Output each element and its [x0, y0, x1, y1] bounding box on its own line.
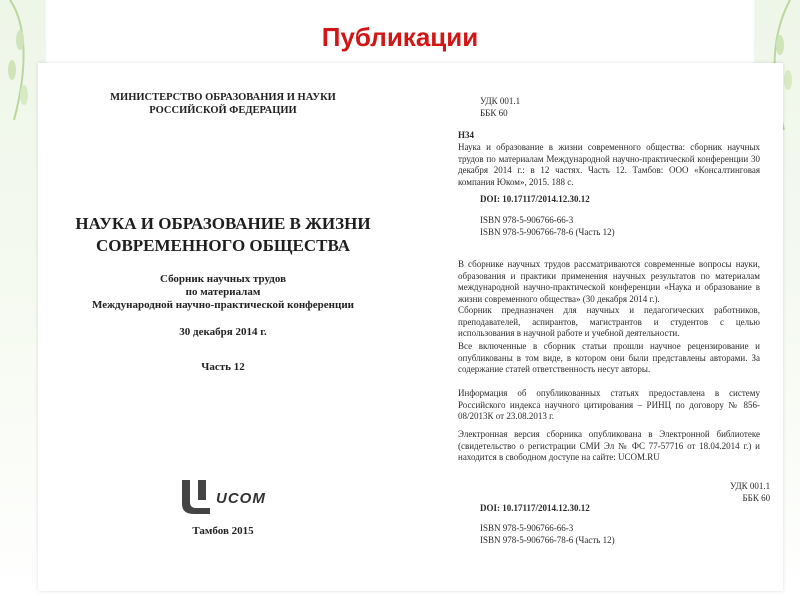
- doi-line: DOI: 10.17117/2014.12.30.12: [480, 194, 590, 204]
- slide-title: Публикации: [321, 22, 479, 52]
- book-subtitle: Сборник научных трудов по материалам Международной научно-практической конференции: [91, 273, 355, 311]
- doi-line-bottom: DOI: 10.17117/2014.12.30.12: [480, 503, 590, 513]
- ucom-logo-icon: [178, 478, 214, 516]
- part-number: Часть 12: [201, 361, 245, 373]
- title-page: [38, 63, 408, 591]
- book-title: НАУКА И ОБРАЗОВАНИЕ В ЖИЗНИ СОВРЕМЕННОГО ОБЩЕСТВА: [75, 214, 371, 255]
- udk-codes: УДК 001.1 ББК 60: [480, 96, 521, 118]
- conference-date: 30 декабря 2014 г.: [179, 326, 267, 338]
- annotation-paragraph-5: Электронная версия сборника опубликована в Электронной библиотеке (свидетельство о регистрации СМИ Эл № ФС 77-57716 от 18.04.2014 г.) и находится в свободном доступе на сайте: UCOM.RU: [458, 429, 760, 462]
- bibliographic-description: Наука и образование в жизни современного общества: сборник научных трудов по материалам Международной научно-практической конференции 30 декабря 2014 г.: в 12 частях. Часть 12. Тамбов: ООО «Консалтинговая компания Юком», 2015. 188 с.: [458, 142, 760, 187]
- annotation-paragraph-4: Информация об опубликованных статьях предоставлена в систему Российского индекса научного цитирования – РИНЦ по договору № 856-08/2013К от 23.08.2013 г.: [458, 388, 760, 421]
- annotation-paragraph-3: Все включенные в сборник статьи прошли научное рецензирование и опубликованы в том виде, в котором они были представлены авторами. За содержание статей ответственность несут авторы.: [458, 341, 760, 374]
- author-code: Н34: [458, 130, 475, 140]
- ministry-heading: МИНИСТЕРСТВО ОБРАЗОВАНИЯ И НАУКИ РОССИЙСКОЙ ФЕДЕРАЦИИ: [110, 92, 336, 116]
- annotation-paragraph-2: Сборник предназначен для научных и педагогических работников, преподавателей, аспирантов, магистрантов и студентов с целью использования в научной работе и учебной деятельности.: [458, 305, 760, 338]
- logo-text: UCOM: [216, 490, 266, 507]
- annotation-paragraph-1: В сборнике научных трудов рассматриваются современные вопросы науки, образования и практики применения научных результатов по материалам международной научно-практической конференции «Наука и образование в жизни современного общества» (30 декабря 2014 г.).: [458, 259, 760, 304]
- udk-codes-bottom: УДК 001.1 ББК 60: [730, 481, 771, 503]
- ucom-logo: [178, 478, 288, 516]
- city-year: Тамбов 2015: [192, 525, 254, 537]
- isbn-lines: ISBN 978-5-906766-66-3 ISBN 978-5-906766-78-6 (Часть 12): [480, 215, 615, 237]
- imprint-page: [408, 63, 783, 591]
- publication-scan: [38, 63, 783, 591]
- isbn-lines-bottom: ISBN 978-5-906766-66-3 ISBN 978-5-906766-78-6 (Часть 12): [480, 523, 615, 545]
